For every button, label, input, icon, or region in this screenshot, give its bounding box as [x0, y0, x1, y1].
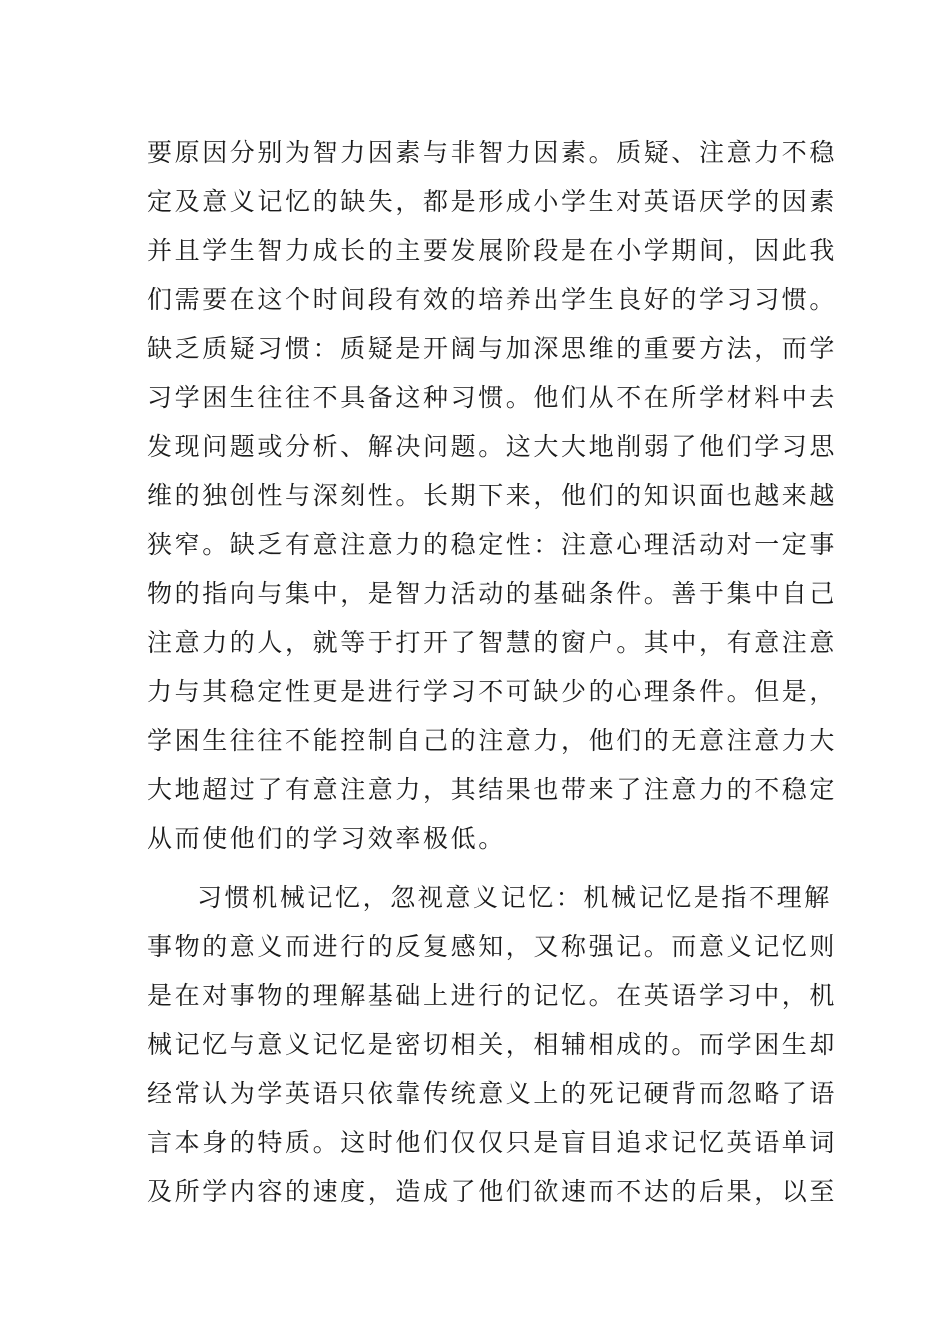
- paragraph-line: 们需要在这个时间段有效的培养出学生良好的学习习惯。: [147, 285, 838, 314]
- paragraph-line: 定及意义记忆的缺失，都是形成小学生对英语厌学的因素: [147, 187, 838, 216]
- paragraph-line: 习学困生往往不具备这种习惯。他们从不在所学材料中去: [147, 383, 838, 412]
- paragraph-line: 要原因分别为智力因素与非智力因素。质疑、注意力不稳: [147, 138, 838, 167]
- paragraph-line: 械记忆与意义记忆是密切相关，相辅相成的。而学困生却: [147, 1030, 838, 1059]
- paragraph-line: 是在对事物的理解基础上进行的记忆。在英语学习中，机: [147, 981, 838, 1010]
- paragraph-line: 从而使他们的学习效率极低。: [147, 824, 506, 853]
- paragraph-line: 注意力的人，就等于打开了智慧的窗户。其中，有意注意: [147, 628, 838, 657]
- paragraph-line: 事物的意义而进行的反复感知，又称强记。而意义记忆则: [147, 932, 838, 961]
- paragraph-line: 习惯机械记忆，忽视意义记忆：机械记忆是指不理解: [197, 883, 832, 912]
- paragraph-line: 狭窄。缺乏有意注意力的稳定性：注意心理活动对一定事: [147, 530, 838, 559]
- paragraph-line: 大地超过了有意注意力，其结果也带来了注意力的不稳定: [147, 775, 838, 804]
- paragraph-line: 物的指向与集中，是智力活动的基础条件。善于集中自己: [147, 579, 838, 608]
- paragraph-line: 力与其稳定性更是进行学习不可缺少的心理条件。但是，: [147, 677, 838, 706]
- paragraph-line: 发现问题或分析、解决问题。这大大地削弱了他们学习思: [147, 432, 838, 461]
- paragraph-line: 缺乏质疑习惯：质疑是开阔与加深思维的重要方法，而学: [147, 334, 838, 363]
- paragraph-line: 维的独创性与深刻性。长期下来，他们的知识面也越来越: [147, 481, 838, 510]
- paragraph-line: 学困生往往不能控制自己的注意力，他们的无意注意力大: [147, 726, 838, 755]
- paragraph-line: 并且学生智力成长的主要发展阶段是在小学期间，因此我: [147, 236, 838, 265]
- paragraph-line: 及所学内容的速度，造成了他们欲速而不达的后果，以至: [147, 1177, 838, 1206]
- paragraph-line: 言本身的特质。这时他们仅仅只是盲目追求记忆英语单词: [147, 1128, 838, 1157]
- paragraph-line: 经常认为学英语只依靠传统意义上的死记硬背而忽略了语: [147, 1079, 838, 1108]
